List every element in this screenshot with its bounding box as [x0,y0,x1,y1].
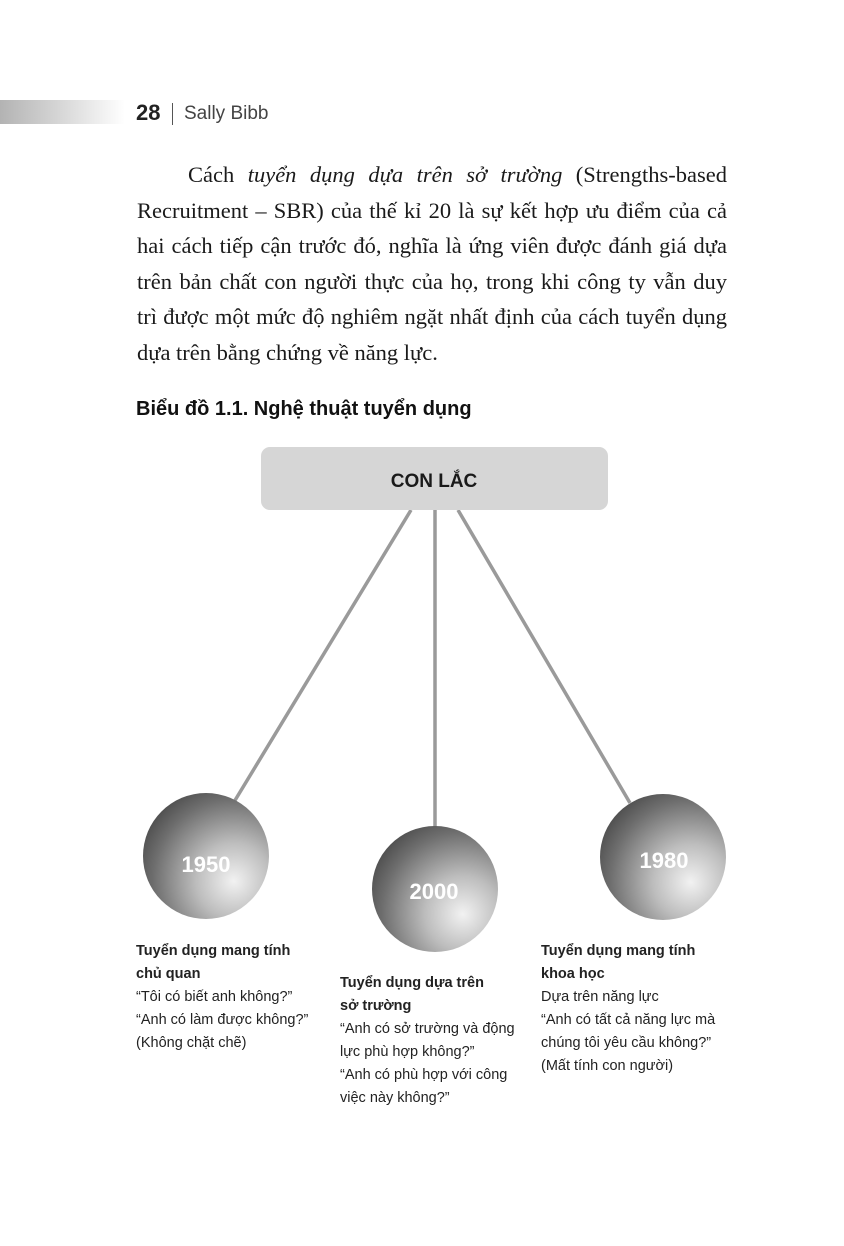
ball-label-right: 1980 [639,848,689,873]
caption-left [136,940,308,1055]
caption-center-heading-2: sở trường [340,998,412,1014]
pendulum-string-right [458,510,630,803]
caption-right-line: “Anh có tất cả năng lực mà [541,1012,716,1028]
page-number: 28 [136,100,161,125]
running-header-author: Sally Bibb [184,103,269,124]
ball-label-center: 2000 [409,879,459,904]
caption-center-line: lực phù hợp không?” [340,1044,475,1060]
caption-left-heading-1: Tuyển dụng mang tính [136,943,291,959]
caption-right-line: Dựa trên năng lực [541,989,659,1005]
caption-left-heading-2: chủ quan [136,966,201,982]
caption-center-line: việc này không?” [340,1090,450,1106]
caption-right-line: (Mất tính con người) [541,1058,674,1074]
caption-center [340,972,515,1110]
caption-center-heading-1: Tuyển dụng dựa trên [340,975,484,991]
caption-right-heading-1: Tuyển dụng mang tính [541,943,696,959]
caption-left-line: “Anh có làm được không?” [136,1012,309,1028]
caption-right [541,940,715,1078]
paragraph-italic-term: tuyển dụng dựa trên sở trường [247,162,563,187]
caption-right-heading-2: khoa học [541,966,605,982]
caption-left-line: “Tôi có biết anh không?” [136,989,293,1005]
figure-title: Biểu đồ 1.1. Nghệ thuật tuyển dụng [136,398,472,420]
pendulum-string-left [234,510,411,802]
paragraph-lead: Cách [188,162,248,187]
caption-left-line: (Không chặt chẽ) [136,1035,247,1051]
caption-center-line: “Anh có sở trường và động [340,1021,515,1037]
caption-center-line: “Anh có phù hợp với công [340,1067,508,1083]
ball-label-left: 1950 [181,852,231,877]
caption-right-line: chúng tôi yêu cầu không?” [541,1035,712,1051]
pivot-label: CON LẮC [390,471,478,492]
paragraph-rest: (Strengths-based Recruitment – SBR) của thế kỉ 20 là sự kết hợp ưu điểm của cả hai cách tiếp cận trước đó, nghĩa là ứng viên được đánh giá dựa trên bản chất con người thực của họ, trong khi công ty vẫn duy trì được một mức độ nghiêm ngặt nhất định của cách tuyển dụng dựa trên bằng chứng về năng lực. [137,162,728,365]
